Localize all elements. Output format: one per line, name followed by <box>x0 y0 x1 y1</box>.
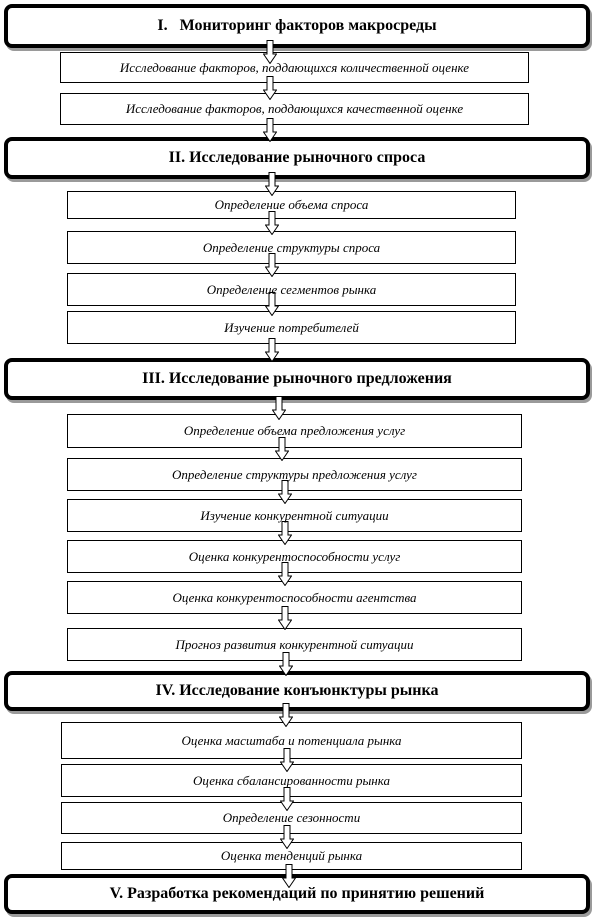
stage-3-step-1 <box>67 414 522 448</box>
stage-3-step-3-label: Изучение конкурентной ситуации <box>200 507 389 523</box>
stage-2-step-4-label: Изучение потребителей <box>224 319 359 335</box>
down-arrow-icon <box>280 748 294 772</box>
stage-4-title: IV. Исследование конъюнктуры рынка <box>155 682 439 699</box>
down-arrow-icon <box>280 787 294 811</box>
down-arrow-icon <box>265 253 279 277</box>
stage-2-step-4 <box>67 311 516 344</box>
stage-4-step-2-label: Оценка сбалансированности рынка <box>193 772 390 788</box>
stage-5-title: V. Разработка рекомендаций по принятию решений <box>109 885 485 902</box>
down-arrow-icon <box>278 562 292 586</box>
stage-2-title: II. Исследование рыночного спроса <box>168 149 426 166</box>
down-arrow-icon <box>265 172 279 196</box>
stage-2-step-3 <box>67 273 516 306</box>
down-arrow-icon <box>263 118 277 142</box>
down-arrow-icon <box>280 825 294 849</box>
down-arrow-icon <box>279 652 293 676</box>
stage-1-step-1-label: Исследование факторов, поддающихся количественной оценке <box>119 59 470 75</box>
stage-2-step-2 <box>67 231 516 264</box>
down-arrow-icon <box>265 338 279 362</box>
stage-3-step-4 <box>67 540 522 573</box>
stage-3-step-6-label: Прогноз развития конкурентной ситуации <box>175 636 414 652</box>
stage-1-title: I. Мониторинг факторов макросреды <box>157 17 437 34</box>
stage-3-step-3 <box>67 499 522 532</box>
stage-1-box <box>4 4 590 48</box>
stage-2-step-3-label: Определение сегментов рынка <box>206 281 377 297</box>
stage-2-step-2-label: Определение структуры спроса <box>202 239 381 255</box>
down-arrow-icon <box>278 480 292 504</box>
down-arrow-icon <box>275 437 289 461</box>
down-arrow-icon <box>279 703 293 727</box>
down-arrow-icon <box>265 211 279 235</box>
stage-1-step-2 <box>60 93 529 125</box>
stage-2-step-1 <box>67 191 516 219</box>
stage-3-title: III. Исследование рыночного предложения <box>142 370 452 387</box>
stage-1-step-2-label: Исследование факторов, поддающихся качественной оценке <box>125 101 464 116</box>
stage-3-step-1-label: Определение объема предложения услуг <box>183 423 406 438</box>
stage-3-step-2-label: Определение структуры предложения услуг <box>172 466 417 482</box>
stage-3-step-6 <box>67 628 522 661</box>
stage-2-step-1-label: Определение объема спроса <box>214 197 369 212</box>
stage-4-step-3-label: Определение сезонности <box>222 810 361 825</box>
stage-3-step-5 <box>67 581 522 614</box>
down-arrow-icon <box>272 396 286 420</box>
down-arrow-icon <box>278 606 292 630</box>
stage-3-step-4-label: Оценка конкурентоспособности услуг <box>188 548 401 564</box>
stage-2-box <box>4 137 590 179</box>
stage-4-step-1-label: Оценка масштаба и потенциала рынка <box>181 732 402 748</box>
stage-4-box <box>4 671 590 711</box>
down-arrow-icon <box>278 521 292 545</box>
stage-3-step-5-label: Оценка конкурентоспособности агентства <box>172 589 417 605</box>
stage-5-box <box>4 874 590 914</box>
stage-1-step-1 <box>60 52 529 83</box>
stage-3-box <box>4 358 590 400</box>
down-arrow-icon <box>263 76 277 100</box>
stage-3-step-2 <box>67 458 522 491</box>
stage-4-step-4-label: Оценка тенденций рынка <box>220 848 363 863</box>
